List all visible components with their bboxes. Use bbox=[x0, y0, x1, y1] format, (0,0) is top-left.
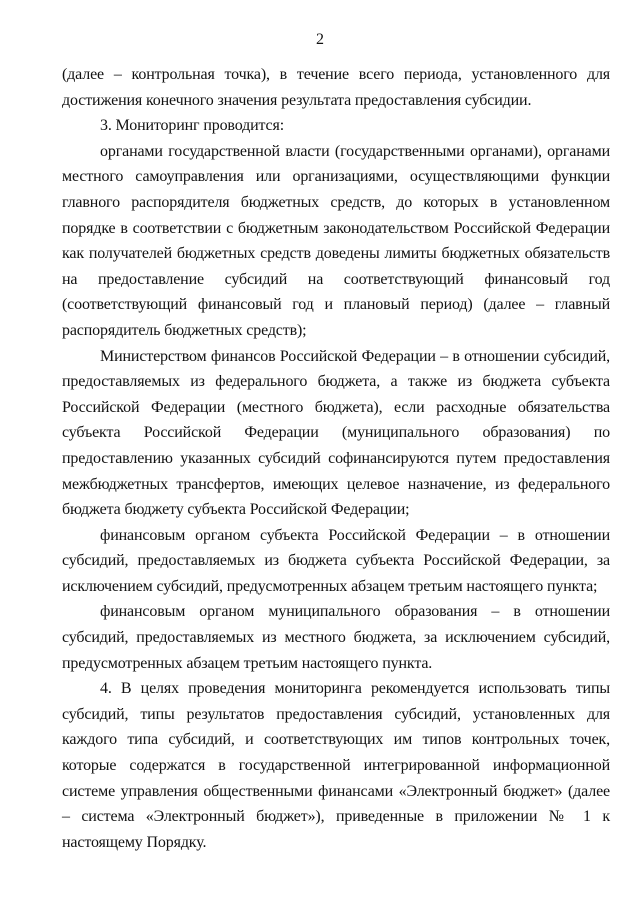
document-body bbox=[62, 62, 610, 855]
paragraph-item-4: 4. В целях проведения мониторинга рекомендуется использовать типы субсидий, типы результатов предоставления субсидий, установленных для каждого типа субсидий, и соответствующих им типов контрольных точек, которые содержатся в государственной интегрированной информационной системе управления общественными финансами «Электронный бюджет» (далее – система «Электронный бюджет»), приведенные в приложении № 1 к настоящему Порядку. bbox=[62, 680, 610, 851]
paragraph-continuation: (далее – контрольная точка), в течение всего периода, установленного для достижения конечного значения результата предоставления субсидии. bbox=[62, 66, 610, 109]
paragraph-ministry-of-finance: Министерством финансов Российской Федерации – в отношении субсидий, предоставляемых из федерального бюджета, а также из бюджета субъекта Российской Федерации (местного бюджета), если расходные обязательства субъекта Российской Федерации (муниципального образования) по предоставлению указанных субсидий софинансируются путем предоставления межбюджетных трансфертов, имеющих целевое назначение, из федерального бюджета бюджету субъекта Российской Федерации; bbox=[62, 347, 610, 519]
paragraph-municipal-finance-body: финансовым органом муниципального образования – в отношении субсидий, предоставляемых из местного бюджета, за исключением субсидий, предусмотренных абзацем третьим настоящего пункта. bbox=[62, 603, 610, 672]
paragraph-state-authorities: органами государственной власти (государственными органами), органами местного самоуправления или организациями, осуществляющими функции главного распорядителя бюджетных средств, до которых в установленном порядке в соответствии с бюджетным законодательством Российской Федерации как получателей бюджетных средств доведены лимиты бюджетных обязательств на предоставление субсидий на соответствующий финансовый год (соответствующий финансовый год и плановый период) (далее – главный распорядитель бюджетных средств); bbox=[62, 142, 610, 339]
paragraph-item-3-heading: 3. Мониторинг проводится: bbox=[100, 117, 285, 135]
paragraph-regional-finance-body: финансовым органом субъекта Российской Федерации – в отношении субсидий, предоставляемых из бюджета субъекта Российской Федерации, за исключением субсидий, предусмотренных абзацем третьим настоящего пункта; bbox=[62, 526, 610, 595]
page-number: 2 bbox=[316, 31, 324, 48]
